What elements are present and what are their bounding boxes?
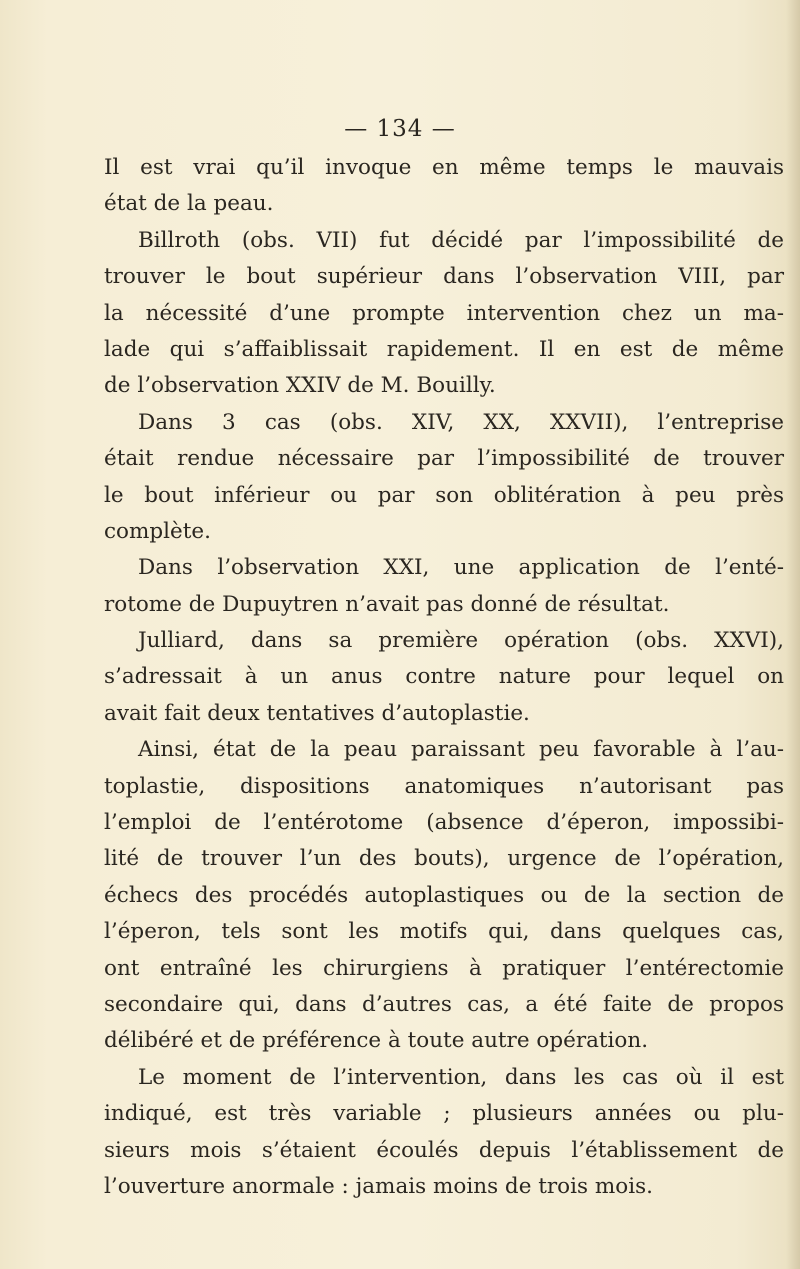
- page-number: — 134 —: [344, 116, 456, 142]
- text-line: la nécessité d’une prompte intervention chez un ma-: [104, 300, 784, 326]
- paragraph: [104, 223, 784, 405]
- text-line: lade qui s’affaiblissait rapidement. Il en est de même: [104, 336, 784, 362]
- paragraph: [104, 732, 784, 1060]
- paragraph: [104, 1060, 784, 1206]
- text-line: Ainsi, état de la peau paraissant peu favorable à l’au-: [138, 737, 784, 763]
- text-line: Il est vrai qu’il invoque en même temps le mauvais: [104, 155, 784, 180]
- text-line: Le moment de l’intervention, dans les cas où il est: [138, 1064, 784, 1090]
- page-edge-shadow: [786, 0, 800, 1269]
- text-line: état de la peau.: [104, 191, 274, 217]
- text-line: l’ouverture anormale : jamais moins de trois mois.: [104, 1173, 653, 1199]
- text-line: sieurs mois s’étaient écoulés depuis l’établissement de: [104, 1137, 784, 1163]
- paragraph: [104, 550, 784, 623]
- text-line: Dans 3 cas (obs. XIV, XX, XXVII), l’entreprise: [138, 409, 784, 435]
- paragraph: [104, 623, 784, 732]
- text-line: le bout inférieur ou par son oblitération à peu près: [104, 482, 784, 508]
- paragraph: [104, 150, 784, 223]
- text-line: de l’observation XXIV de M. Bouilly.: [104, 373, 496, 399]
- text-line: s’adressait à un anus contre nature pour lequel on: [104, 664, 784, 690]
- text-line: échecs des procédés autoplastiques ou de la section de: [104, 882, 784, 908]
- text-line: délibéré et de préférence à toute autre opération.: [104, 1028, 649, 1054]
- text-line: indiqué, est très variable ; plusieurs années ou plu-: [104, 1101, 784, 1127]
- text-line: l’éperon, tels sont les motifs qui, dans quelques cas,: [104, 919, 784, 945]
- text-line: secondaire qui, dans d’autres cas, a été faite de propos: [104, 991, 784, 1017]
- body-text: [104, 150, 784, 1205]
- text-line: Dans l’observation XXI, une application de l’enté-: [138, 555, 784, 581]
- text-line: était rendue nécessaire par l’impossibilité de trouver: [104, 446, 784, 472]
- text-line: avait fait deux tentatives d’autoplastie.: [104, 700, 530, 726]
- text-line: lité de trouver l’un des bouts), urgence de l’opération,: [104, 846, 784, 872]
- text-line: trouver le bout supérieur dans l’observation VIII, par: [104, 264, 784, 290]
- text-line: rotome de Dupuytren n’avait pas donné de résultat.: [104, 591, 670, 617]
- text-line: toplastie, dispositions anatomiques n’autorisant pas: [104, 773, 784, 799]
- text-line: Julliard, dans sa première opération (obs. XXVI),: [138, 628, 784, 654]
- text-line: l’emploi de l’entérotome (absence d’éperon, impossibi-: [104, 810, 784, 836]
- text-line: complète.: [104, 518, 211, 544]
- paragraph: [104, 405, 784, 551]
- text-line: ont entraîné les chirurgiens à pratiquer l’entérectomie: [104, 955, 784, 981]
- text-line: Billroth (obs. VII) fut décidé par l’impossibilité de: [138, 227, 784, 253]
